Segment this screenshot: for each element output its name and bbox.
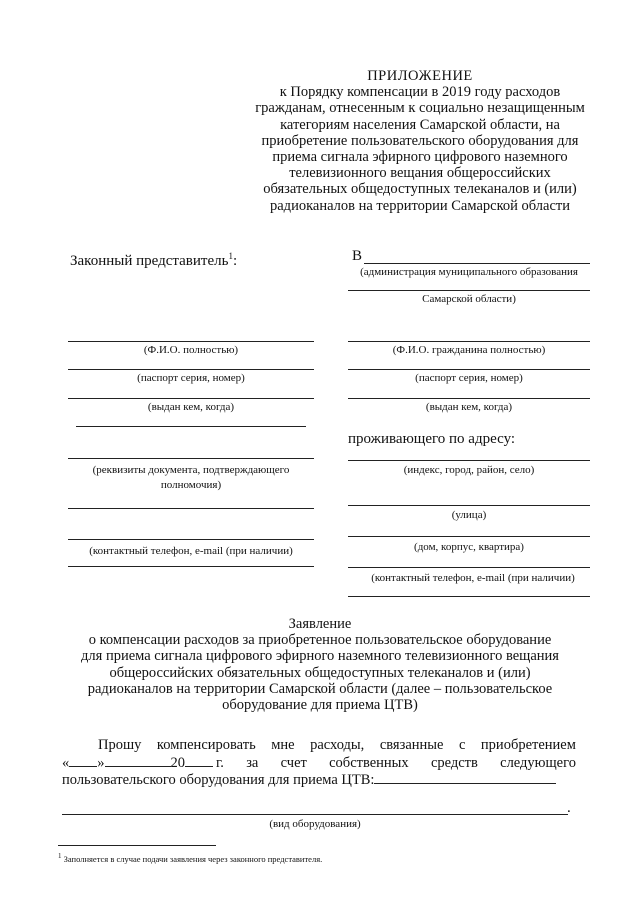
- statement-line: радиоканалов на территории Самарской области (далее – пользовательское: [87, 680, 553, 697]
- request-line-2: [62, 755, 576, 773]
- word: с: [458, 737, 466, 753]
- appendix-line: обязательных общедоступных телеканалов и (или): [263, 181, 577, 198]
- word: приобретением: [480, 737, 576, 753]
- rep-footnote-mark: 1: [228, 251, 233, 261]
- word: мне: [271, 737, 295, 753]
- admin-caption-1: (администрация муниципального образования: [360, 266, 578, 278]
- request-line-1: [62, 737, 576, 755]
- word: за: [246, 754, 259, 771]
- word: собственных: [329, 754, 409, 771]
- rep-doc-line[interactable]: [76, 426, 306, 427]
- to-label: В: [352, 248, 363, 264]
- appendix-line: приобретение пользовательского оборудования для: [261, 132, 579, 149]
- statement-title-block: [40, 616, 600, 713]
- word: связанные: [379, 737, 444, 753]
- applicant-passport-caption: (паспорт серия, номер): [415, 372, 523, 384]
- footnote-mark: 1: [58, 852, 62, 860]
- word: счет: [280, 754, 307, 771]
- statement-line: оборудование для приема ЦТВ): [222, 697, 418, 714]
- statement-line: для приема сигнала цифрового эфирного наземного телевизионного вещания: [81, 648, 559, 665]
- equipment-dot: .: [567, 800, 571, 816]
- statement-line: общероссийских обязательных общедоступных телеканалов и (или): [109, 664, 531, 681]
- rep-issued-line[interactable]: [68, 398, 314, 399]
- request-paragraph: [62, 737, 576, 790]
- admin-line[interactable]: [364, 263, 590, 264]
- rep-fio-line[interactable]: [68, 341, 314, 342]
- appendix-title: ПРИЛОЖЕНИЕ: [367, 68, 473, 84]
- equipment-caption: (вид оборудования): [269, 818, 361, 830]
- word: следующего: [500, 754, 576, 771]
- word: компенсировать: [156, 737, 256, 753]
- appendix-line: категориям населения Самарской области, на: [280, 116, 560, 133]
- footnote: [58, 852, 322, 864]
- applicant-phone-line-2[interactable]: [348, 596, 590, 597]
- word: Прошу: [98, 737, 142, 753]
- rep-doc-caption-2: полномочия): [160, 479, 222, 491]
- rep-passport-caption: (паспорт серия, номер): [137, 372, 245, 384]
- address-index-line[interactable]: [348, 460, 590, 461]
- equipment-field[interactable]: [374, 783, 556, 784]
- applicant-passport-line[interactable]: [348, 369, 590, 370]
- appendix-line: радиоканалов на территории Самарской области: [270, 197, 570, 214]
- applicant-phone-line[interactable]: [348, 567, 590, 568]
- rep-doc-line-2[interactable]: [68, 458, 314, 459]
- address-house-caption: (дом, корпус, квартира): [414, 541, 524, 553]
- statement-line: о компенсации расходов за приобретенное пользовательское оборудование: [88, 632, 552, 649]
- rep-phone-caption: (контактный телефон, e-mail (при наличии): [89, 545, 293, 557]
- admin-caption-2: Самарской области): [422, 293, 516, 305]
- rep-extra-line[interactable]: [68, 508, 314, 509]
- applicant-phone-caption: (контактный телефон, e-mail (при наличии): [371, 572, 575, 584]
- rep-label: Законный представитель$^1$:: [70, 251, 238, 269]
- date-field[interactable]: « » 20 г.: [62, 754, 224, 771]
- address-street-caption: (улица): [451, 509, 487, 521]
- rep-passport-line[interactable]: [68, 369, 314, 370]
- statement-title: Заявление: [288, 616, 352, 632]
- applicant-fio-line[interactable]: [348, 341, 590, 342]
- rep-fio-caption: (Ф.И.О. полностью): [143, 344, 239, 356]
- address-house-line[interactable]: [348, 536, 590, 537]
- address-street-line[interactable]: [348, 505, 590, 506]
- residing-label: проживающего по адресу:: [348, 431, 516, 447]
- rep-phone-line-2[interactable]: [68, 566, 314, 567]
- rep-issued-caption: (выдан кем, когда): [147, 401, 235, 413]
- rep-phone-line[interactable]: [68, 539, 314, 540]
- equipment-line[interactable]: [62, 814, 568, 815]
- word: средств: [430, 754, 478, 771]
- appendix-line: к Порядку компенсации в 2019 году расходов: [279, 84, 561, 101]
- request-line-3: пользовательского оборудования для приема ЦТВ:: [62, 772, 576, 790]
- word: расходы,: [310, 737, 365, 753]
- address-index-caption: (индекс, город, район, село): [403, 464, 535, 476]
- applicant-fio-caption: (Ф.И.О. гражданина полностью): [392, 344, 546, 356]
- applicant-issued-caption: (выдан кем, когда): [425, 401, 513, 413]
- footnote-text: Заполняется в случае подачи заявления через законного представителя.: [63, 853, 323, 864]
- footnote-separator: [58, 845, 216, 846]
- appendix-header: [245, 68, 595, 214]
- appendix-line: гражданам, отнесенным к социально незащищенным: [255, 100, 585, 117]
- admin-line-2[interactable]: [348, 290, 590, 291]
- appendix-line: телевизионного вещания общероссийских: [289, 165, 551, 182]
- applicant-issued-line[interactable]: [348, 398, 590, 399]
- appendix-line: приема сигнала эфирного цифрового наземного: [272, 149, 568, 166]
- rep-doc-caption-1: (реквизиты документа, подтверждающего: [92, 464, 290, 476]
